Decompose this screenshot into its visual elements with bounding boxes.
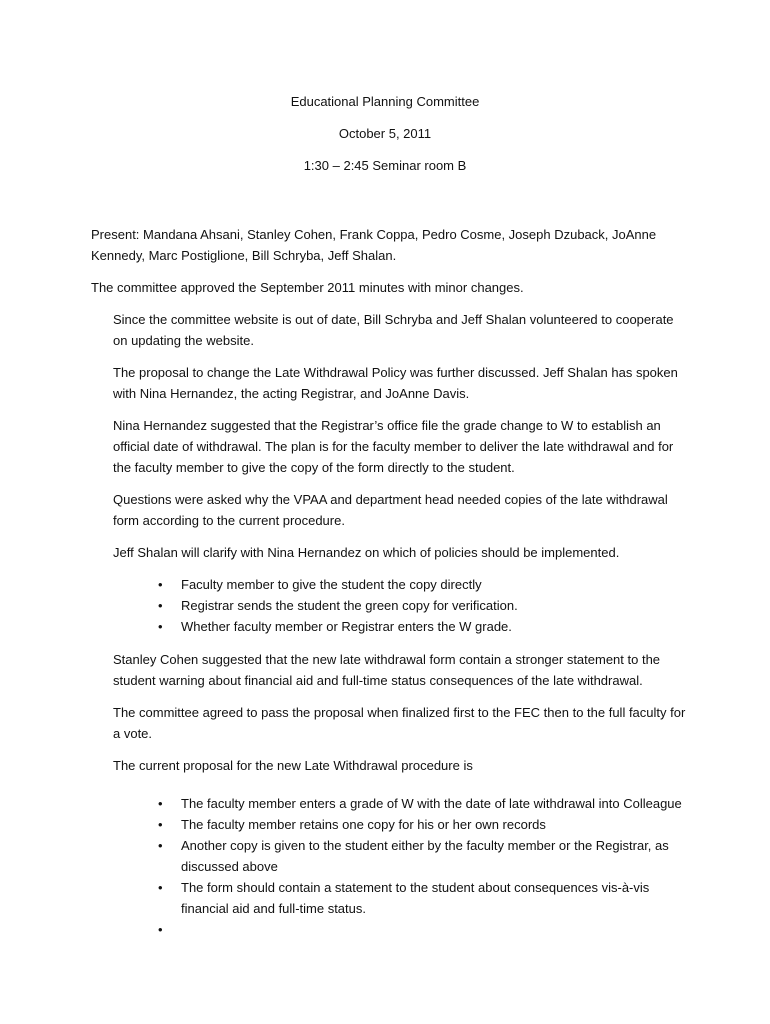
document-title: Educational Planning Committee [290, 94, 480, 109]
meeting-time-location: 1:30 – 2:45 Seminar room B [303, 158, 467, 173]
bullet-icon: • [158, 922, 163, 937]
list-item-text: Registrar sends the student the green copy for verification. [181, 598, 518, 613]
proposal-paragraph: The proposal to change the Late Withdrawal Policy was further discussed. Jeff Shalan has spoken with Nina Hernandez, the acting Registrar, and JoAnne Davis. [113, 365, 678, 401]
list-item [91, 877, 691, 919]
recommendation-section [113, 649, 691, 776]
meeting-date: October 5, 2011 [338, 126, 432, 141]
bullet-icon: • [158, 796, 163, 811]
registrar-suggestion-paragraph: Nina Hernandez suggested that the Registrar’s office file the grade change to W to establish an official date of withdrawal. The plan is for the faculty member to deliver the late withdrawal and for the faculty member to give the copy of the form directly to the student. [113, 418, 674, 475]
list-item [91, 574, 691, 595]
document-header [0, 92, 770, 188]
website-paragraph: Since the committee website is out of date, Bill Schryba and Jeff Shalan volunteered to cooperate on updating the website. [113, 312, 674, 348]
clarify-paragraph: Jeff Shalan will clarify with Nina Hernandez on which of policies should be implemented. [113, 545, 620, 560]
list-item-text: The faculty member enters a grade of W with the date of late withdrawal into Colleague [181, 796, 682, 811]
questions-paragraph: Questions were asked why the VPAA and department head needed copies of the late withdrawal form according to the current procedure. [113, 492, 668, 528]
list-item-text: Another copy is given to the student either by the faculty member or the Registrar, as discussed above [181, 838, 669, 874]
bullet-icon: • [158, 880, 163, 895]
list-item [91, 616, 691, 637]
current-proposal-paragraph: The current proposal for the new Late Withdrawal procedure is [113, 758, 473, 773]
policy-options-list [91, 574, 691, 637]
list-item-text: The faculty member retains one copy for his or her own records [181, 817, 546, 832]
list-item [91, 793, 691, 814]
minutes-body [91, 224, 691, 952]
list-item-text: The form should contain a statement to the student about consequences vis-à-vis financial aid and full-time status. [181, 880, 650, 916]
bullet-icon: • [158, 598, 163, 613]
agreement-paragraph: The committee agreed to pass the proposal when finalized first to the FEC then to the full faculty for a vote. [113, 705, 686, 741]
list-item-text: Whether faculty member or Registrar enters the W grade. [181, 619, 512, 634]
procedure-steps-list [91, 793, 691, 940]
list-item-text: Faculty member to give the student the copy directly [181, 577, 482, 592]
list-item [91, 814, 691, 835]
list-item [91, 835, 691, 877]
stanley-suggestion-paragraph: Stanley Cohen suggested that the new late withdrawal form contain a stronger statement to the student warning about financial aid and full-time status consequences of the late withdrawal. [113, 652, 661, 688]
bullet-icon: • [158, 619, 163, 634]
attendees-paragraph: Present: Mandana Ahsani, Stanley Cohen, Frank Coppa, Pedro Cosme, Joseph Dzuback, JoAnne Kennedy, Marc Postiglione, Bill Schryba, Jeff Shalan. [91, 227, 657, 263]
bullet-icon: • [158, 817, 163, 832]
list-item [91, 595, 691, 616]
discussion-section [113, 309, 691, 563]
list-item-text [181, 922, 185, 937]
minutes-approved-paragraph: The committee approved the September 2011 minutes with minor changes. [91, 280, 524, 295]
bullet-icon: • [158, 838, 163, 853]
bullet-icon: • [158, 577, 163, 592]
list-item [91, 919, 691, 940]
